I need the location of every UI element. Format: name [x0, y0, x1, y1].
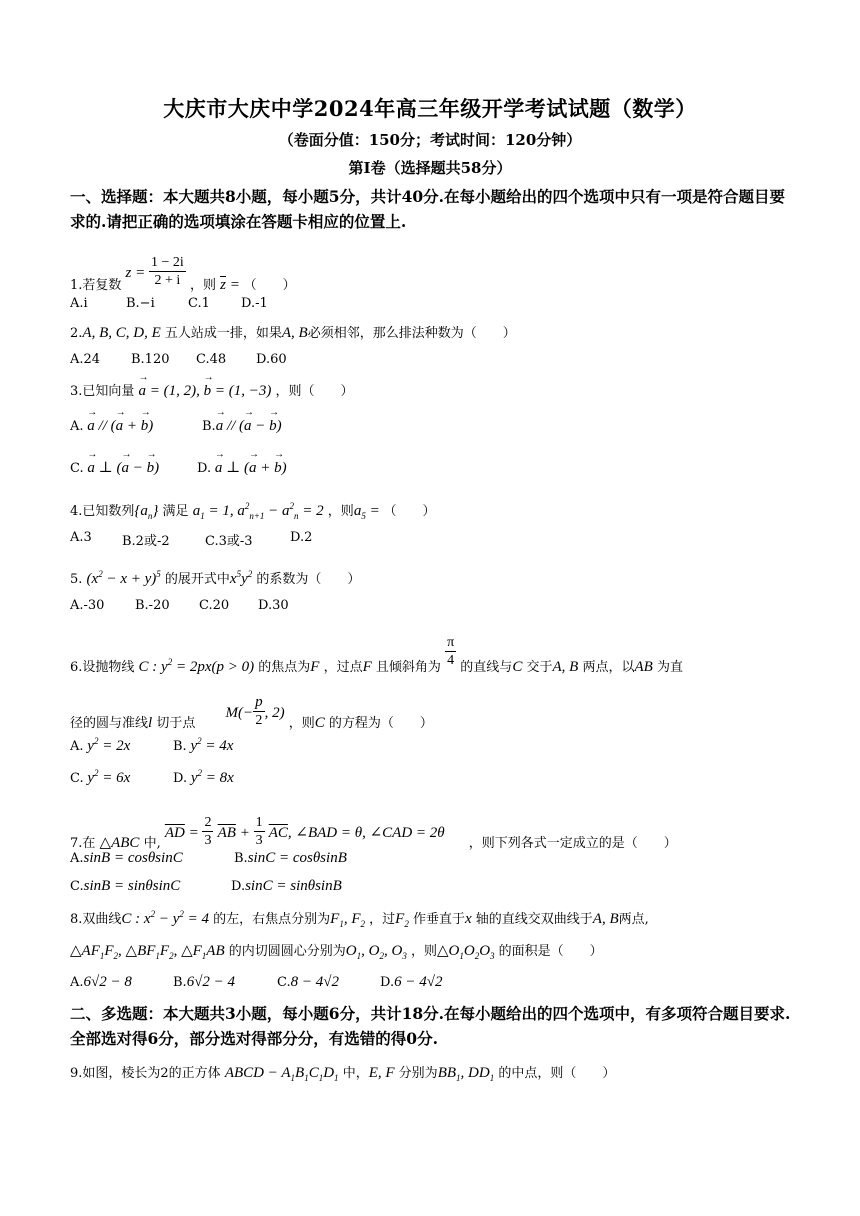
question-5: 5. $(x^2 - x + y)^5$ 的展开式中$x^5y^2$ 的系数为（ ） — [70, 569, 361, 587]
question-8-line-1: 8.双曲线C : $x^2 - y^2 = 4$ 的左，右焦点分别为$F_1$, $F_2$ ，过$F_2$ 作垂直于x 轴的直线交双曲线于A, B两点, — [70, 909, 649, 929]
q3-option-b: B.→ a // (→ a − → b) — [202, 418, 282, 435]
q7-option-b: B.sinC = cosθsinB — [234, 850, 347, 866]
q2-option-b: B.120 — [131, 352, 170, 367]
q2-option-a: A.24 — [70, 352, 101, 367]
q8-option-a: A.6√2 − 8 — [70, 974, 132, 990]
part-title: 第I卷（选择题共58分） — [348, 159, 512, 177]
q1-option-d: D.-1 — [241, 296, 268, 311]
q8-option-c: C.8 − 4√2 — [277, 974, 339, 990]
question-1: 1.若复数 z = $\frac{1 - 2i}{2 + i}$ ，则 $\overline{z}$ = （ ） — [70, 255, 296, 293]
q2-option-d: D.60 — [256, 352, 287, 367]
q5-option-a: A.-30 — [70, 598, 105, 613]
question-2: 2.A, B, C, D, E 五人站成一排，如果A, B必须相邻，那么排法种数为（ ） — [70, 325, 516, 341]
q5-option-c: C.20 — [199, 598, 230, 613]
q4-option-c: C.3或-3 — [205, 534, 253, 549]
question-7: 7.在 △ABC 中, $\overline{AD}$ = $\frac{2}{3}$ $\overline{AB}$ + $\frac{1}{3}$ $\overline{AC}$, ∠BAD = θ, ∠CAD = 2θ ，则下列各式一定成立的是（ ） — [70, 815, 677, 851]
q6-option-c: C. $y^2 = 6x$ — [70, 768, 131, 786]
q8-option-b: B.6√2 − 4 — [173, 974, 236, 990]
fraction: $\frac{p}{2}$ — [255, 694, 263, 728]
q3-option-a: A. → a // (→ a + → b) — [70, 418, 153, 435]
section-2-instructions: 二、多选题：本大题共3小题，每小题6分，共计18分.在每小题给出的四个选项中，有多项符合题目要求.全部选对得6分，部分选对得部分分，有选错的得0分. — [70, 1004, 791, 1048]
q1-option-a: A.i — [70, 296, 88, 311]
exam-info: （卷面分值：150分；考试时间：120分钟） — [278, 131, 582, 149]
section-1-instructions: 一、选择题：本大题共8小题，每小题5分，共计40分.在每小题给出的四个选项中只有一项是符合题目要求的.请把正确的选项填涂在答题卡相应的位置上. — [70, 187, 786, 231]
fraction: $\frac{2}{3}$ — [204, 815, 212, 848]
question-8-line-2: $\triangle AF_1F_2$, $\triangle BF_1F_2$, $\triangle F_1AB$ 的内切圆圆心分别为$O_1$, $O_2$, $O_3$ ，则$\triangle O_1O_2O_3$ 的面积是（ ） — [70, 943, 603, 961]
fraction: $\frac{1}{3}$ — [255, 815, 263, 848]
q4-option-d: D.2 — [290, 530, 313, 545]
q6-option-d: D. $y^2 = 8x$ — [173, 768, 234, 786]
q7-option-c: C.sinB = sinθsinC — [70, 878, 181, 894]
q7-option-d: D.sinC = sinθsinB — [231, 878, 342, 894]
question-6-line-1: 6.设抛物线 C : $y^2 = 2px(p > 0)$ 的焦点为F ，过点F 且倾斜角为 $\frac{\pi}{4}$ 的直线与C 交于A, B 两点，以AB 为直 — [70, 635, 683, 675]
q1-option-c: C.1 — [188, 296, 210, 311]
fraction: $\frac{1 - 2i}{2 + i}$ — [151, 255, 184, 288]
q7-option-a: A.sinB = cosθsinC — [70, 850, 183, 866]
question-9: 9.如图，棱长为2的正方体 ABCD − $A_1B_1C_1D_1$ 中，E, F 分别为$BB_1$, $DD_1$ 的中点，则（ ） — [70, 1065, 616, 1083]
q5-option-b: B.-20 — [135, 598, 170, 613]
page-title: 大庆市大庆中学2024年高三年级开学考试试题（数学） — [163, 96, 697, 121]
question-3: 3.已知向量 → a = (1, 2), → b = (1, −3) ，则（ ） — [70, 380, 354, 400]
q5-option-d: D.30 — [258, 598, 289, 613]
q3-option-c: C. → a ⊥ (→ a − → b) — [70, 458, 159, 477]
question-4: 4.已知数列$\{a_n\}$ 满足 $a_1 = 1$, $a^2_{n+1} - a^2_n = 2$ ，则$a_5$ = （ ） — [70, 501, 436, 521]
q4-option-a: A.3 — [70, 530, 92, 545]
q4-option-b: B.2或-2 — [122, 534, 170, 549]
q2-option-c: C.48 — [196, 352, 227, 367]
q1-option-b: B.−i — [126, 296, 155, 311]
q8-option-d: D.6 − 4√2 — [380, 974, 443, 990]
q3-option-d: D. → a ⊥ (→ a + → b) — [197, 458, 287, 477]
q6-option-a: A. $y^2 = 2x$ — [70, 736, 131, 754]
q6-option-b: B. $y^2 = 4x$ — [173, 736, 234, 754]
fraction: $\frac{\pi}{4}$ — [447, 635, 455, 668]
question-6-line-2: 径的圆与准线l 切于点 M(− $\frac{p}{2}$ , 2) ，则C 的方程为（ ） — [70, 694, 433, 731]
